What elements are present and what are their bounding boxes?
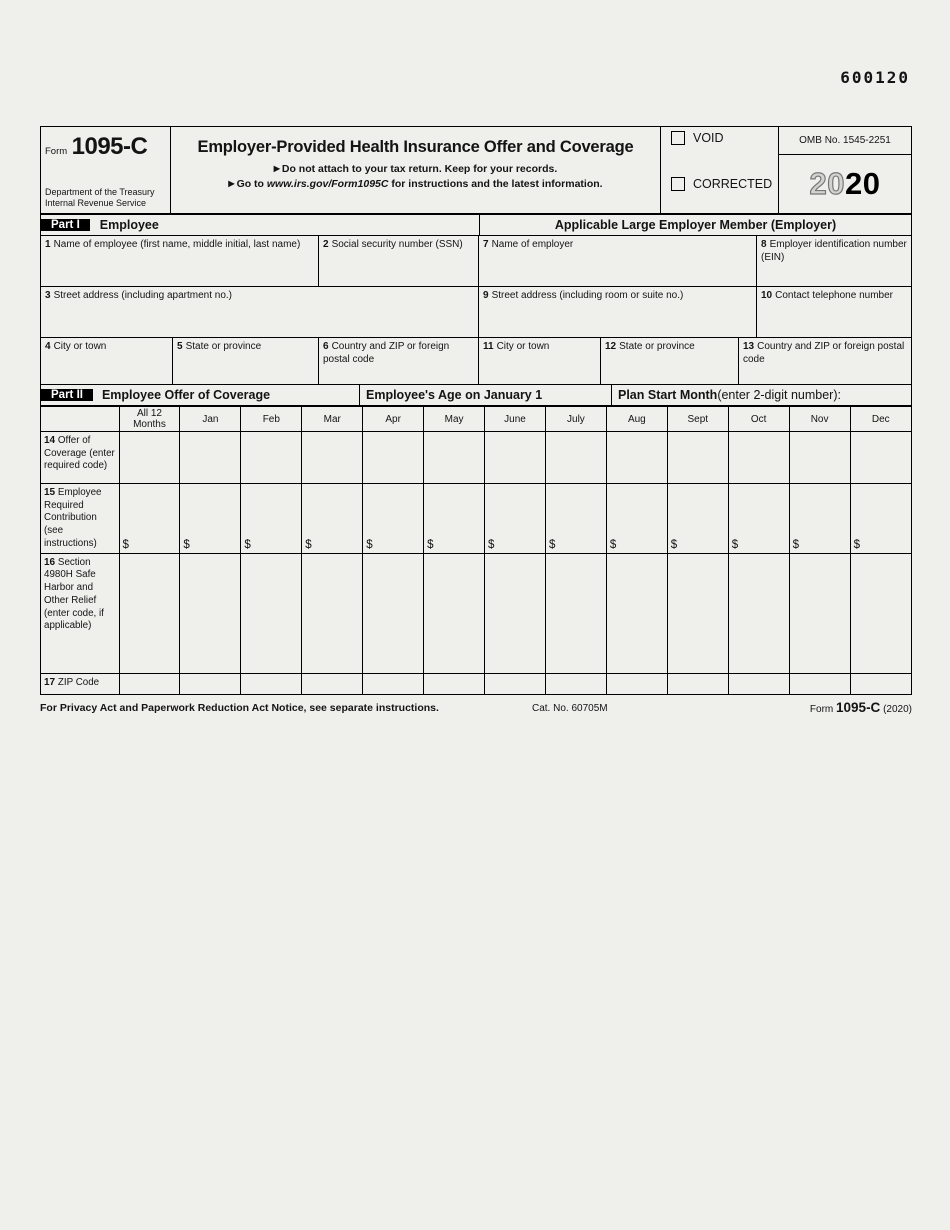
part1-grid-row-3 [41, 338, 911, 385]
part1-grid-row-1 [41, 236, 911, 287]
line-15-cell-june[interactable]: $ [485, 484, 546, 554]
instruction-1-text: Do not attach to your tax return. Keep for your records. [281, 163, 558, 175]
row-label-column-header [41, 407, 119, 432]
line-15-cell-dec[interactable]: $ [850, 484, 911, 554]
line-14-cell-nov[interactable] [789, 432, 850, 484]
form-id-block [41, 127, 171, 213]
line-15-cell-sept[interactable]: $ [667, 484, 728, 554]
form-footer-reference [810, 700, 912, 715]
field-9-employer-street[interactable] [479, 287, 757, 337]
omb-number: OMB No. 1545-2251 [779, 127, 911, 155]
line-14-cell-mar[interactable] [302, 432, 363, 484]
month-column-header: Oct [728, 407, 789, 432]
field-label: Employer identification number (EIN) [761, 239, 907, 263]
month-column-header: All 12 Months [119, 407, 180, 432]
void-checkbox[interactable] [671, 131, 685, 145]
instruction-line-2 [171, 178, 660, 190]
arrow-icon: ▶ [228, 179, 235, 188]
line-14-cell-feb[interactable] [241, 432, 302, 484]
line-17-cell-june[interactable] [485, 673, 546, 694]
instruction-2-suffix: for instructions and the latest information. [388, 178, 603, 190]
line-15-cell-all-12-months[interactable]: $ [119, 484, 180, 554]
department-block [45, 187, 166, 210]
month-column-header: May [424, 407, 485, 432]
field-label: State or province [185, 341, 262, 352]
void-label: VOID [693, 131, 724, 145]
instruction-2-prefix: Go to [236, 178, 267, 190]
line-15-label: 15 Employee Required Contribution (see instructions) [41, 484, 119, 554]
table-row-line-16 [41, 553, 911, 673]
field-4-employee-city[interactable] [41, 338, 173, 384]
line-14-cell-july[interactable] [545, 432, 606, 484]
line-16-cell-apr[interactable] [363, 553, 424, 673]
field-7-employer-name[interactable] [479, 236, 757, 286]
part-i-label: Part I [41, 219, 90, 231]
field-number: 4 [45, 341, 51, 352]
corrected-check-row [671, 177, 772, 191]
employee-age-label: Employee's Age on January 1 [366, 388, 543, 402]
line-15-cell-mar[interactable]: $ [302, 484, 363, 554]
arrow-icon: ▶ [273, 164, 280, 173]
form-body [40, 126, 912, 695]
table-row-line-14 [41, 432, 911, 484]
form-footer [40, 700, 912, 720]
line-14-cell-dec[interactable] [850, 432, 911, 484]
privacy-notice: For Privacy Act and Paperwork Reduction Act Notice, see separate instructions. [40, 702, 439, 715]
line-17-cell-feb[interactable] [241, 673, 302, 694]
line-17-cell-all-12-months[interactable] [119, 673, 180, 694]
field-number: 1 [45, 239, 51, 250]
line-15-cell-may[interactable]: $ [424, 484, 485, 554]
field-label: City or town [496, 341, 550, 352]
part2-bar [41, 385, 911, 406]
tax-year-outline: 20 [809, 166, 845, 201]
field-11-employer-city[interactable] [479, 338, 601, 384]
footer-form-year: (2020) [880, 704, 912, 716]
doc-code: 600120 [840, 68, 910, 87]
form-header [41, 127, 911, 215]
field-number: 2 [323, 239, 329, 250]
catalog-number: Cat. No. 60705M [532, 703, 608, 715]
field-number: 13 [743, 341, 755, 352]
line-17-cell-sept[interactable] [667, 673, 728, 694]
line-14-cell-apr[interactable] [363, 432, 424, 484]
field-label: Name of employer [491, 239, 574, 250]
month-column-header: Nov [789, 407, 850, 432]
corrected-label: CORRECTED [693, 177, 773, 191]
field-label: Street address (including apartment no.) [53, 290, 232, 301]
footer-form-word: Form [809, 704, 837, 716]
field-10-contact-phone[interactable] [757, 287, 911, 337]
field-label: Social security number (SSN) [331, 239, 463, 250]
void-check-row [671, 131, 724, 145]
part2-left-header [41, 385, 359, 405]
field-2-ssn[interactable] [319, 236, 479, 286]
line-16-cell-dec[interactable] [850, 553, 911, 673]
month-column-header: Dec [850, 407, 911, 432]
line-16-cell-feb[interactable] [241, 553, 302, 673]
part1-title-employee: Employee [99, 218, 159, 232]
line-17-cell-apr[interactable] [363, 673, 424, 694]
field-number: 10 [761, 290, 773, 301]
field-number: 9 [483, 290, 489, 301]
field-12-employer-state[interactable] [601, 338, 739, 384]
field-number: 8 [761, 239, 767, 250]
field-label: Country and ZIP or foreign postal code [743, 341, 905, 365]
line-16-cell-june[interactable] [485, 553, 546, 673]
department-line-1: Department of the Treasury [45, 186, 155, 197]
month-column-header: Aug [606, 407, 667, 432]
line-16-cell-mar[interactable] [302, 553, 363, 673]
form-word-label: Form [45, 146, 68, 157]
field-8-ein[interactable] [757, 236, 911, 286]
irs-url-text: www.irs.gov/Form1095C [266, 178, 389, 190]
line-15-cell-feb[interactable]: $ [241, 484, 302, 554]
month-column-header: Mar [302, 407, 363, 432]
field-13-employer-country-zip[interactable] [739, 338, 911, 384]
field-number: 11 [483, 341, 494, 352]
line-17-cell-dec[interactable] [850, 673, 911, 694]
line-16-cell-may[interactable] [424, 553, 485, 673]
line-15-cell-jan[interactable]: $ [180, 484, 241, 554]
field-label: Name of employee (first name, middle initial, last name) [53, 239, 301, 250]
line-14-cell-june[interactable] [485, 432, 546, 484]
field-number: 5 [177, 341, 183, 352]
field-label: Country and ZIP or foreign postal code [323, 341, 450, 365]
line-15-cell-oct[interactable]: $ [728, 484, 789, 554]
instruction-line-1 [171, 163, 660, 175]
month-column-header: July [545, 407, 606, 432]
field-3-employee-street[interactable] [41, 287, 479, 337]
line-15-cell-july[interactable]: $ [545, 484, 606, 554]
field-label: City or town [53, 341, 107, 352]
line-17-cell-mar[interactable] [302, 673, 363, 694]
employee-age-field[interactable] [359, 385, 611, 405]
corrected-checkbox[interactable] [671, 177, 685, 191]
month-column-header: Jan [180, 407, 241, 432]
field-number: 12 [605, 341, 617, 352]
month-column-header: June [485, 407, 546, 432]
line-14-cell-all-12-months[interactable] [119, 432, 180, 484]
line-17-cell-oct[interactable] [728, 673, 789, 694]
month-column-header: Sept [667, 407, 728, 432]
line-14-cell-aug[interactable] [606, 432, 667, 484]
line-16-cell-july[interactable] [545, 553, 606, 673]
plan-start-month-hint: (enter 2-digit number): [717, 388, 841, 402]
line-17-cell-july[interactable] [545, 673, 606, 694]
line-17-cell-aug[interactable] [606, 673, 667, 694]
part1-bar [41, 215, 911, 236]
field-1-employee-name[interactable] [41, 236, 319, 286]
line-16-cell-all-12-months[interactable] [119, 553, 180, 673]
table-row-line-17 [41, 673, 911, 694]
footer-form-number: 1095-C [836, 700, 881, 716]
line-17-label: 17 ZIP Code [41, 673, 119, 694]
line-14-cell-may[interactable] [424, 432, 485, 484]
form-title: Employer-Provided Health Insurance Offer and Coverage [197, 138, 634, 156]
title-block [171, 127, 661, 213]
line-14-label: 14 Offer of Coverage (enter required code) [41, 432, 119, 484]
omb-block [779, 127, 911, 213]
month-column-header: Feb [241, 407, 302, 432]
line-16-cell-oct[interactable] [728, 553, 789, 673]
line-15-cell-apr[interactable]: $ [363, 484, 424, 554]
line-16-cell-sept[interactable] [667, 553, 728, 673]
line-15-cell-aug[interactable]: $ [606, 484, 667, 554]
line-16-label: 16 Section 4980H Safe Harbor and Other Relief (enter code, if applicable) [41, 553, 119, 673]
line-14-cell-jan[interactable] [180, 432, 241, 484]
department-line-2: Internal Revenue Service [45, 198, 147, 209]
tax-year [779, 155, 911, 213]
line-17-cell-jan[interactable] [180, 673, 241, 694]
line-15-cell-nov[interactable]: $ [789, 484, 850, 554]
line-17-cell-may[interactable] [424, 673, 485, 694]
line-16-cell-nov[interactable] [789, 553, 850, 673]
plan-start-month-field[interactable] [611, 385, 911, 405]
line-17-cell-nov[interactable] [789, 673, 850, 694]
field-label: State or province [619, 341, 695, 352]
line-14-cell-sept[interactable] [667, 432, 728, 484]
line-16-cell-jan[interactable] [180, 553, 241, 673]
checkbox-column [661, 127, 779, 213]
coverage-month-table [41, 406, 911, 694]
tax-year-bold: 20 [845, 166, 881, 201]
form-number: 1095-C [71, 133, 148, 160]
form-number-block [45, 133, 166, 161]
plan-start-month-label: Plan Start Month [618, 388, 718, 402]
field-label: Street address (including room or suite no.) [491, 290, 684, 301]
part-ii-label: Part II [41, 389, 93, 401]
field-number: 3 [45, 290, 51, 301]
month-column-header: Apr [363, 407, 424, 432]
part1-title-employer: Applicable Large Employer Member (Employer) [479, 215, 911, 235]
part1-left-header [41, 215, 479, 235]
table-row-line-15 [41, 484, 911, 554]
line-16-cell-aug[interactable] [606, 553, 667, 673]
part1-grid-row-2 [41, 287, 911, 338]
field-label: Contact telephone number [775, 290, 893, 301]
field-5-employee-state[interactable] [173, 338, 319, 384]
field-number: 7 [483, 239, 489, 250]
field-number: 6 [323, 341, 329, 352]
field-6-employee-country-zip[interactable] [319, 338, 479, 384]
line-14-cell-oct[interactable] [728, 432, 789, 484]
form-1095c [40, 126, 912, 720]
part2-title-offer: Employee Offer of Coverage [101, 388, 271, 402]
